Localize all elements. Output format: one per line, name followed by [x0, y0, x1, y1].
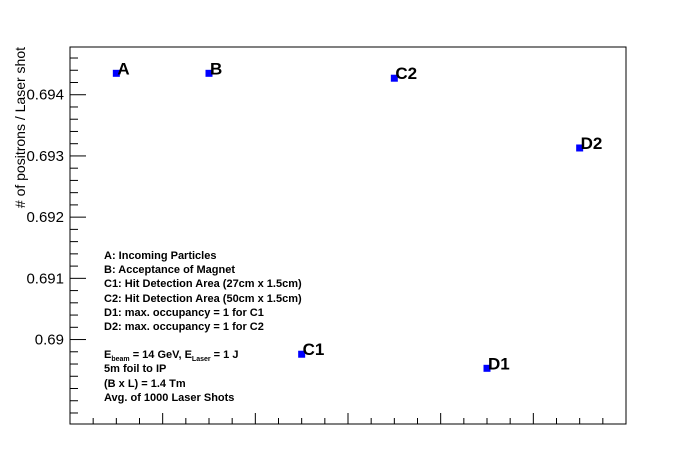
y-tick-label-0: 0.69	[34, 331, 64, 349]
point-label-C2: C2	[395, 64, 418, 84]
y-axis-label: # of positrons / Laser shot	[12, 47, 28, 209]
y-tick-label-1: 0.691	[26, 270, 64, 288]
energy-e1: E	[104, 349, 112, 361]
legend-line-B: B: Acceptance of Magnet	[104, 264, 236, 276]
point-label-A: A	[117, 59, 130, 79]
field-line: (B x L) = 1.4 Tm	[104, 378, 186, 390]
legend-line-C1: C1: Hit Detection Area (27cm x 1.5cm)	[104, 278, 302, 290]
y-tick-label-4: 0.694	[26, 86, 64, 104]
point-label-D2: D2	[580, 133, 603, 153]
energy-mid: = 14 GeV, E	[129, 349, 192, 361]
foil-line: 5m foil to IP	[104, 363, 167, 375]
y-tick-label-2: 0.692	[26, 209, 64, 227]
energy-sub-beam: beam	[111, 356, 130, 363]
y-tick-label-3: 0.693	[26, 147, 64, 165]
energy-tail: = 1 J	[210, 349, 239, 361]
point-label-D1: D1	[488, 354, 510, 374]
point-label-B: B	[210, 59, 223, 79]
legend-line-C2: C2: Hit Detection Area (50cm x 1.5cm)	[104, 293, 302, 305]
point-label-C1: C1	[302, 340, 325, 360]
energy-sub-laser: Laser	[191, 356, 211, 363]
legend-line-A: A: Incoming Particles	[104, 250, 217, 262]
legend-line-D2: D2: max. occupancy = 1 for C2	[104, 321, 264, 333]
legend-line-D1: D1: max. occupancy = 1 for C1	[104, 307, 264, 319]
avg-line: Avg. of 1000 Laser Shots	[104, 392, 235, 404]
